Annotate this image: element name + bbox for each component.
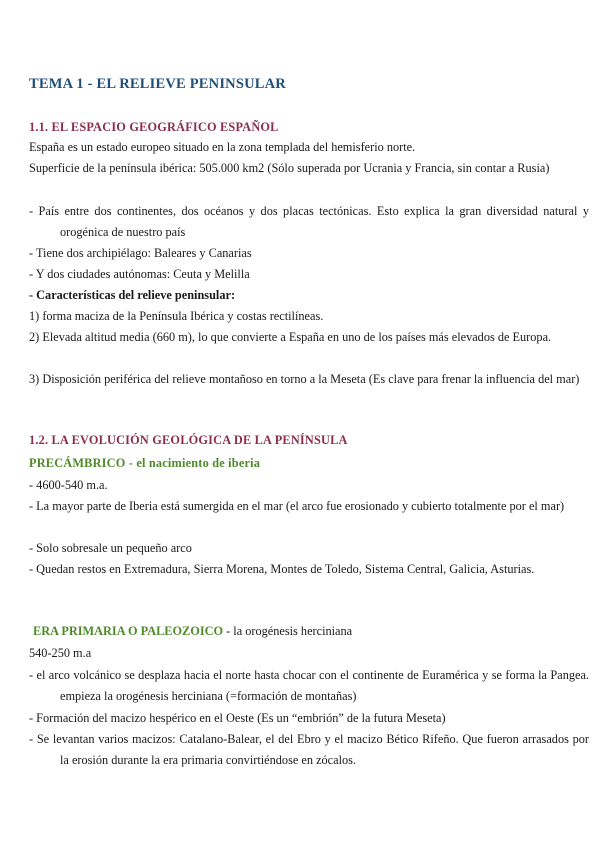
bullet-item: - Quedan restos en Extremadura, Sierra Morena, Montes de Toledo, Sistema Central, Galicia, Asturias.: [29, 562, 535, 576]
section-heading-espacio: 1.1. EL ESPACIO GEOGRÁFICO ESPAÑOL: [29, 120, 279, 134]
numbered-item: 1) forma maciza de la Península Ibérica y costas rectilíneas.: [29, 309, 324, 323]
bullet-item: - 4600-540 m.a.: [29, 478, 108, 492]
section-heading-evolucion: 1.2. LA EVOLUCIÓN GEOLÓGICA DE LA PENÍNSULA: [29, 433, 348, 447]
bullet-item: - Se levantan varios macizos: Catalano-Balear, el del Ebro y el macizo Bético Rifeño. Que fueron arrasados por la erosión durante la era primaria convirtiéndose en zócalos.: [29, 732, 589, 767]
subsection-precambrico: PRECÁMBRICO - el nacimiento de iberia: [29, 456, 261, 470]
bullet-item: - Tiene dos archipiélago: Baleares y Canarias: [29, 246, 252, 260]
paragraph-line: España es un estado europeo situado en la zona templada del hemisferio norte.: [29, 140, 416, 154]
bullet-item: - Y dos ciudades autónomas: Ceuta y Melilla: [29, 267, 250, 281]
bullet-item: - el arco volcánico se desplaza hacia el norte hasta chocar con el continente de Euramérica y se forma la Pangea. empieza la orogénesis herciniana (=formación de montañas): [29, 668, 589, 703]
subsection-paleozoico-title: ERA PRIMARIA O PALEOZOICO: [33, 624, 224, 638]
subsection-paleozoico: [33, 624, 352, 639]
bullet-item: - País entre dos continentes, dos océanos y dos placas tectónicas. Esto explica la gran diversidad natural y orogénica de nuestro país: [29, 204, 589, 239]
bold-subheading: - Características del relieve peninsular:: [29, 288, 236, 302]
bullet-item: - Solo sobresale un pequeño arco: [29, 541, 192, 555]
bullet-item: - Formación del macizo hespérico en el Oeste (Es un “embrión” de la futura Meseta): [29, 711, 446, 725]
page-title: TEMA 1 - EL RELIEVE PENINSULAR: [29, 76, 286, 92]
numbered-item: 2) Elevada altitud media (660 m), lo que convierte a España en uno de los países más elevados de Europa.: [29, 330, 552, 344]
subsection-paleozoico-subtitle: - la orogénesis herciniana: [223, 624, 353, 638]
bullet-item: - La mayor parte de Iberia está sumergida en el mar (el arco fue erosionado y cubierto totalmente por el mar): [29, 499, 565, 513]
paragraph-line: Superficie de la península ibérica: 505.000 km2 (Sólo superada por Ucrania y Francia, sin contar a Rusia): [29, 161, 550, 175]
paragraph-line: 540-250 m.a: [29, 646, 92, 660]
numbered-item: 3) Disposición periférica del relieve montañoso en torno a la Meseta (Es clave para frenar la influencia del mar): [29, 372, 580, 386]
